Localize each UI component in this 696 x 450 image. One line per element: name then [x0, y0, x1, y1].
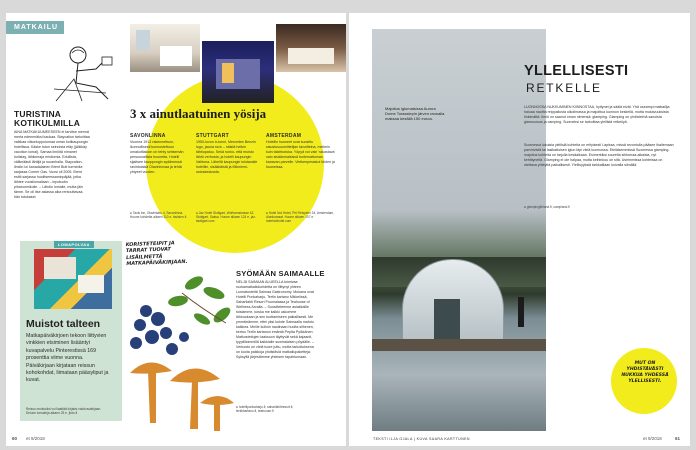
hotel-address-1: ● Tavis inn, Olavinkatu 4, Savonlinna. Huone kohdelta alkaen 110 e. tavisinn.fi [130, 211, 187, 220]
photo-credit: TEKSTI ILJA OJALA | KUVA SAARA KARTTUNEN [373, 437, 470, 441]
hotel-body-2: 1950-luvun tr-tonni, Mercedes Benzin logo, jaccia rock – näistä hetkin tähtiupatuu. Sekä runko- että muisto lähtö verhosta, ja hotelli kaupungin Vahtona. Lähellä kaupungin toistavalle hotelliin, sisäkkäistä ja Mikniemi-ostoskeskusta. [196, 140, 258, 174]
hotel-body-1: Vuonna 1913 rakennettuun, lkunnollisesti kunnostettuun omakotitaloon on tehty seitsemän persoonallista huonetta. Hotelli sijaitsee kauppongin sydämessä ravintolaisä Olavinlinnaa ja tehtä yhtyeet vuoden. [130, 140, 184, 174]
hotel-city-1: SAVONLINNA [130, 133, 166, 139]
hotel-body-3: Hotellin huoneet ovat suosittu sisustusuunnittelijan tavoitteina, melkein kuin taidekotoka. Yöpyä voi vain 'rakastava' valo sisäänmaisissä tuntemattoman kanavan parvelle. Vietkenpesiakoi töiden ja huoneissa. [266, 140, 336, 169]
article-title-line2: RETKELLE [526, 81, 602, 95]
food-story-body: NELJÄ SAIMAAN ALUEELLA toimivaa ruokamatkailukohdetta on liittynyt yhteen Lunnatunteitä Saimaa Gastronomy. Mukana ovat Hotelli Punkaharju, Tertin kartano Mikkelissä, Saharilahti Resort Puumalassa ja Teahouse of Wellness Arvalta. – Suosittelemme asiakkaille toisiamme, koska me kaikki uskomme lähiruokaan ja sen tuottamiseen paikallisesti. Me ymmärrämme, ettei yksi kohde Saimaalla mahdu kaikkea. Meille kulloin nautinaan huolta siihenen, kertoo Tertin kartanon emäntä Pepita Pylkkänen. Matkustettujen laaksoon täyttyvät sekä kajaanit, tyypillisimmillä kaikkialle suomalaisen pöydälle. – Verkosto on vielä tuore juttu, mutta tarkoituksena on koota paikkoja yhdistäviä matkailupaketteja. Syksyllä järjestämme yhteisen tapahtumaan. [236, 280, 314, 359]
article-source: ● glampingfinland.fi, campland.fi [524, 205, 570, 209]
hotels-headline: 3 x ainutlaatuinen yösija [130, 106, 267, 121]
hotel-city-3: AMSTERDAM [266, 133, 302, 139]
small-story-body: AINA MATKAKUUMEESEEN ei tarvitse mennä merta edemmäksi kaukaa. Staycation tarkoittaa valkkaa viikonloppulomaa oman kotikaupungin hotellissa. Käske tutun seinoista etäy (jälkikäy vacotion lomal). Samaa ilmiötä nimanet holistay, lähilomaja minilomia. Edullista, välikeäästi lähtijä ja ruuanhalla. Staycation-ilmiön loi kanadalainen Brent Butt turmedia sarjassa Corner Gas. Vuosi oli 2005. Brent esitti sarjassa huolitseessaminpäjää, jotka lähtee vuosilomallaan – lepotuolin pihanurmikolle. – Lähdin lomalle, mutta jäin tänne. Se oli itse asiassa aika rentouttavaa, hän totukasei. [14, 130, 90, 199]
hotel-city-2: STUTTGART [196, 133, 229, 139]
article-intro: LUONNOSSA NUKKUMINEN KIINNOSTAA, hyttynet ja säälä eivät. Yhä useampi matkailija haluaa nauttia reippailusta ulkoilmassa ja majoittua luonnon keskellä, mutta mukavuuksista tinkimättä. Ilmiö on saanut oman nimensä: glamping. Glamping on yhdistelmä sanoista glamourous ja camping. Suomeksi se tarkoittaa ylellistä retkeilyä. [524, 105, 670, 124]
article-body: Suomessa lukuisia ylellisiä kohteita on erityisesti Lapissa, missä revontulia pääsee ihailemaan parvirivistä tai lasikattoisen iglun läpi vielä luonnossa. Eteläisemmissä Suomessa glamping-majoitus kohteita on tarjolla kesäaikaan. Esimerkiksi suurelta siirtomaa-aikaisia, nyt kehittyneitä. Glamping ei ole halpaa, mutta keihinkuu on sitä. Useimmissa kohteissa on otettava yhteyttä paikallisesti. Ylellisyyksiä tarkkaillaan kuivalla silmällä. [524, 143, 674, 167]
quote-badge-text: MUT ON YHDISTÄVÄSTI NUKKUA YHDESSÄ YLELLISESTI. [621, 361, 669, 384]
folio-number-left: 60 [12, 436, 18, 441]
memory-body: Matkapäiväkirjoen tekoon liittyvien vinkkien etsiminen lisääntyi kuvapalvelu Pinterestissä 169 prosenttia viime vuonna. Päiväkirjaan kirjataan reissun kohokohdat, liimataan pääsyliput ja kuvat. [26, 333, 109, 384]
memory-tag: LOMAPOLVAA [54, 241, 94, 248]
small-story-title: TURISTINA KOTIKULMILLA [14, 109, 81, 128]
photo-caption: Majoitus iglumaisissa Aurora Dome Torassiepin järven rannalla maksaa kesällä 150 euroa. [385, 106, 445, 122]
memory-credit: Reissu muistoiksi voi liaattää kirjaksi valokuvakirjaan. Deluxe lomakirja alkaen 25 e. jfoto.fi [26, 407, 102, 416]
amsterdam-room-photo [276, 24, 346, 72]
folio-number-right: 61 [675, 436, 681, 441]
food-story-address: ● hotellipunkaharju.fi, saharilahtiresort.fi, tertinkartano.fi, teahouse.fi [236, 405, 294, 414]
stuttgart-hotel-photo [202, 41, 274, 103]
food-story-title: SYÖMÄÄN SAIMAALLE [236, 269, 325, 278]
hotel-address-3: ● Hotel Not Hotel, Piri Reisplein 34, Amsterdam, Alankomaat. Huone alkaen 107 e. hotelnothotel.com [266, 211, 335, 224]
handwritten-note: KORISTETEIPIT JA TARRAT TUOVAT LISÄILMETTÄ MATKAPÄIVÄKIRJAAN. [125, 240, 188, 267]
right-page [349, 13, 690, 446]
section-tab: MATKAILU [6, 21, 64, 34]
folio-brand-left: et 9/2018 [26, 436, 45, 441]
savonlinna-room-photo [130, 24, 200, 72]
memory-title: Muistot talteen [26, 318, 101, 330]
deckchair-illustration [46, 43, 128, 105]
blueberries-mushrooms-illustration [122, 253, 246, 433]
glamping-dome-photo [372, 29, 546, 431]
travel-journal-photo [34, 249, 112, 309]
left-page [6, 13, 346, 446]
hotel-address-2: ● Jaz Hotel Stuttgart, Wolframstrasse 42, Stuttgart, Saksa. Huone alkaen 124 e. jaz-stuttgart.com [196, 211, 256, 224]
folio-brand-right: et 9/2018 [643, 436, 662, 441]
article-title-line1: YLLELLISESTI [524, 63, 629, 79]
